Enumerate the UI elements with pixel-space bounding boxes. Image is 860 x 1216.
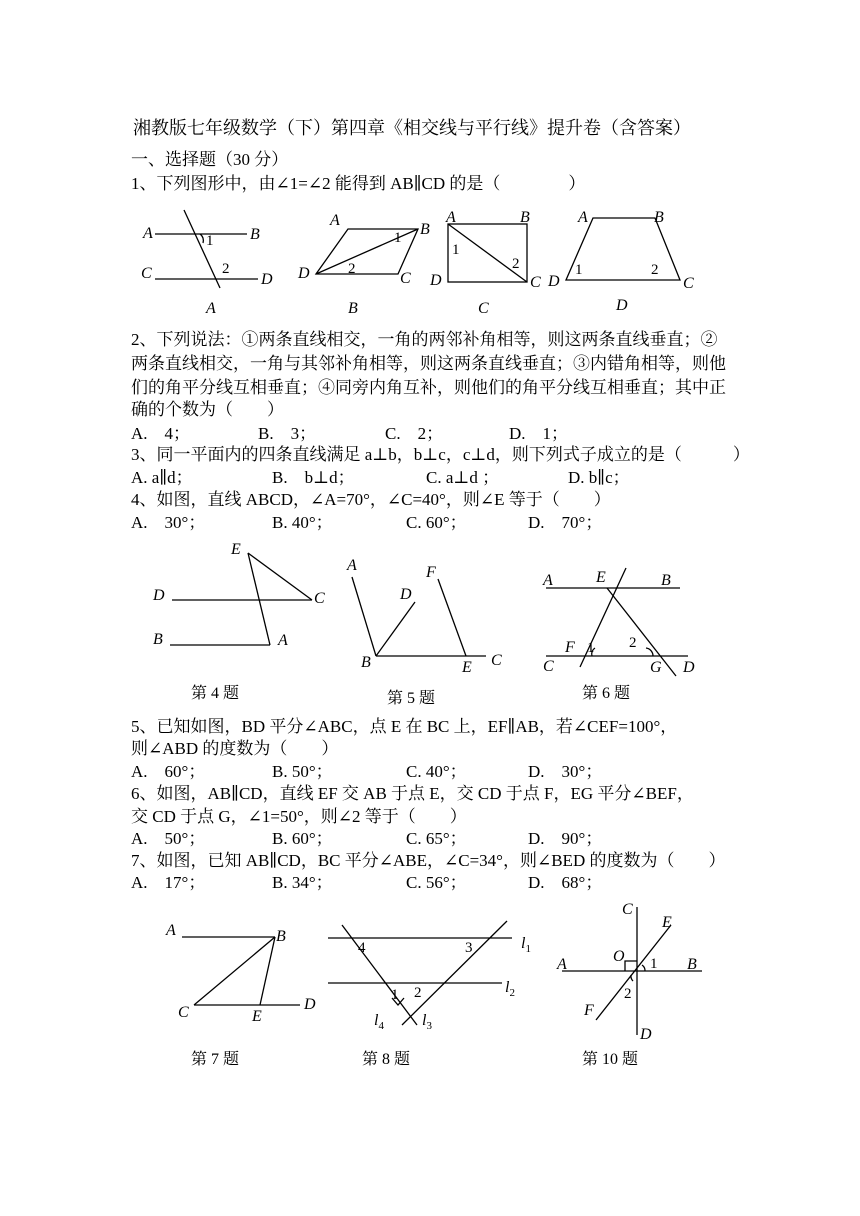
svg-text:D: D — [548, 273, 560, 290]
svg-text:C: C — [543, 658, 554, 675]
q4-option-d: D. 70°； — [528, 513, 603, 532]
q5-option-a: A. 60°； — [131, 762, 206, 781]
question-7: 7、如图，已知 AB∥CD，BC 平分∠ABE，∠C=34°，则∠BED 的度数为（ ） — [131, 851, 726, 870]
q7-option-b: B. 34°； — [272, 873, 333, 892]
q1-figure-c-label: C — [478, 300, 489, 317]
svg-text:E: E — [462, 659, 472, 676]
svg-text:C: C — [314, 590, 325, 607]
svg-text:A: A — [347, 557, 357, 574]
svg-text:E: E — [252, 1008, 262, 1025]
q3-option-a: A. a∥d； — [131, 468, 193, 487]
q2-option-d: D. 1； — [509, 424, 569, 443]
svg-text:O: O — [613, 948, 625, 965]
q5-option-b: B. 50°； — [272, 762, 333, 781]
figures-row-2 — [160, 895, 720, 1045]
svg-text:l1: $l_1$ — [521, 935, 531, 955]
svg-text:A: A — [166, 922, 176, 939]
svg-text:D: D — [304, 996, 316, 1013]
svg-text:C: C — [178, 1004, 189, 1021]
svg-text:4: 4 — [358, 940, 366, 956]
q5-option-d: D. 30°； — [528, 762, 603, 781]
q1-figure-c — [429, 209, 541, 317]
caption-q4: 第 4 题 — [191, 685, 240, 702]
svg-text:A: A — [543, 572, 553, 589]
svg-text:C: C — [530, 274, 541, 291]
question-4: 4、如图，直线 ABCD，∠A=70°，∠C=40°，则∠E 等于（ ） — [131, 490, 611, 509]
section-heading: 一、选择题（30 分） — [131, 150, 289, 169]
q3-option-c: C. a⊥d ； — [426, 468, 500, 487]
svg-text:2: 2 — [414, 985, 422, 1001]
q4-option-c: C. 60°； — [406, 513, 467, 532]
svg-text:l4: $l_4$ — [374, 1012, 384, 1032]
svg-text:D: D — [400, 586, 412, 603]
svg-text:2: 2 — [348, 261, 356, 277]
q1-figure-d — [547, 209, 694, 314]
q6-option-d: D. 90°； — [528, 829, 603, 848]
svg-text:B: B — [250, 226, 260, 243]
q1-figure-b — [297, 212, 430, 317]
svg-text:1: 1 — [452, 242, 460, 258]
q2-option-a: A. 4； — [131, 424, 191, 443]
svg-text:B: B — [420, 221, 430, 238]
svg-text:A: A — [143, 225, 153, 242]
svg-text:B: B — [520, 209, 530, 226]
page-title: 湘教版七年级数学（下）第四章《相交线与平行线》提升卷（含答案） — [133, 118, 691, 138]
q1-figure-d-label: D — [616, 297, 628, 314]
figure-q6 — [542, 568, 695, 676]
svg-text:2: 2 — [512, 256, 520, 272]
question-3: 3、同一平面内的四条直线满足 a⊥b，b⊥c，c⊥d，则下列式子成立的是（ ） — [131, 445, 750, 464]
svg-text:3: 3 — [465, 940, 473, 956]
svg-text:B: B — [153, 631, 163, 648]
q2-option-b: B. 3； — [258, 424, 317, 443]
svg-text:B: B — [276, 928, 286, 945]
question-2-line-1: 2、下列说法：①两条直线相交，一角的两邻补角相等，则这两条直线垂直；② — [131, 330, 718, 349]
svg-text:D: D — [430, 272, 442, 289]
svg-text:B: B — [661, 572, 671, 589]
svg-text:C: C — [141, 265, 152, 282]
svg-text:F: F — [565, 639, 575, 656]
caption-q5: 第 5 题 — [387, 690, 436, 707]
svg-text:C: C — [400, 270, 411, 287]
svg-text:D: D — [153, 587, 165, 604]
question-6-line-2: 交 CD 于点 G，∠1=50°，则∠2 等于（ ） — [131, 807, 467, 826]
figure-q7 — [165, 922, 316, 1025]
caption-q10: 第 10 题 — [582, 1051, 639, 1068]
q1-figure-a-label: A — [206, 300, 216, 317]
figures-row-1 — [140, 535, 720, 685]
caption-q6: 第 6 题 — [582, 685, 631, 702]
q1-figures — [130, 200, 750, 320]
svg-text:A: A — [557, 956, 567, 973]
caption-q8: 第 8 题 — [362, 1051, 411, 1068]
svg-text:D: D — [298, 265, 310, 282]
svg-text:D: D — [640, 1026, 652, 1043]
q1-figure-a — [141, 210, 273, 317]
svg-text:2: 2 — [222, 261, 230, 277]
svg-text:1: 1 — [391, 987, 399, 1003]
svg-text:E: E — [231, 541, 241, 558]
figure-q10 — [556, 901, 702, 1043]
svg-text:A: A — [278, 632, 288, 649]
question-6-line-1: 6、如图，AB∥CD，直线 EF 交 AB 于点 E，交 CD 于点 F，EG 平分∠BEF， — [131, 784, 694, 803]
q7-option-a: A. 17°； — [131, 873, 206, 892]
svg-text:D: D — [683, 659, 695, 676]
figure-q5 — [346, 557, 502, 676]
q3-option-d: D. b∥c； — [568, 468, 630, 487]
svg-text:C: C — [683, 275, 694, 292]
question-1: 1、下列图形中，由∠1=∠2 能得到 AB∥CD 的是（ ） — [131, 174, 586, 193]
q4-option-a: A. 30°； — [131, 513, 206, 532]
q2-option-c: C. 2； — [385, 424, 444, 443]
svg-text:1: 1 — [587, 640, 595, 656]
q6-option-a: A. 50°； — [131, 829, 206, 848]
q6-option-c: C. 65°； — [406, 829, 467, 848]
svg-text:B: B — [361, 654, 371, 671]
question-2-line-2: 两条直线相交，一角与其邻补角相等，则这两条直线垂直；③内错角相等，则他 — [131, 354, 726, 373]
svg-text:A: A — [578, 209, 588, 226]
question-2-line-4: 确的个数为（ ） — [131, 400, 284, 419]
svg-text:l2: $l_2$ — [505, 979, 515, 999]
svg-text:1: 1 — [650, 956, 658, 972]
question-5-line-1: 5、已知如图，BD 平分∠ABC，点 E 在 BC 上，EF∥AB，若∠CEF=100°， — [131, 717, 678, 736]
svg-text:C: C — [622, 901, 633, 918]
svg-text:A: A — [446, 209, 456, 226]
svg-text:2: 2 — [629, 635, 637, 651]
q7-option-d: D. 68°； — [528, 873, 603, 892]
question-5-line-2: 则∠ABD 的度数为（ ） — [131, 739, 339, 758]
svg-text:A: A — [330, 212, 340, 229]
caption-q7: 第 7 题 — [191, 1051, 240, 1068]
svg-text:1: 1 — [394, 230, 402, 246]
svg-text:G: G — [650, 659, 662, 676]
q7-option-c: C. 56°； — [406, 873, 467, 892]
q5-option-c: C. 40°； — [406, 762, 467, 781]
svg-text:2: 2 — [624, 986, 632, 1002]
svg-text:B: B — [687, 956, 697, 973]
svg-text:E: E — [662, 914, 672, 931]
svg-text:1: 1 — [575, 262, 583, 278]
svg-text:l3: $l_3$ — [422, 1012, 432, 1032]
q3-option-b: B. b⊥d； — [272, 468, 355, 487]
q1-figure-b-label: B — [348, 300, 358, 317]
svg-text:2: 2 — [651, 262, 659, 278]
svg-text:D: D — [261, 271, 273, 288]
q6-option-b: B. 60°； — [272, 829, 333, 848]
question-2-line-3: 们的角平分线互相垂直；④同旁内角互补，则他们的角平分线互相垂直；其中正 — [131, 378, 726, 397]
svg-text:C: C — [491, 652, 502, 669]
figure-q8 — [328, 921, 531, 1032]
svg-text:B: B — [654, 209, 664, 226]
svg-text:1: 1 — [206, 233, 214, 249]
svg-text:F: F — [426, 564, 436, 581]
svg-text:F: F — [584, 1002, 594, 1019]
q4-option-b: B. 40°； — [272, 513, 333, 532]
figure-q4 — [152, 541, 325, 649]
svg-text:E: E — [596, 569, 606, 586]
